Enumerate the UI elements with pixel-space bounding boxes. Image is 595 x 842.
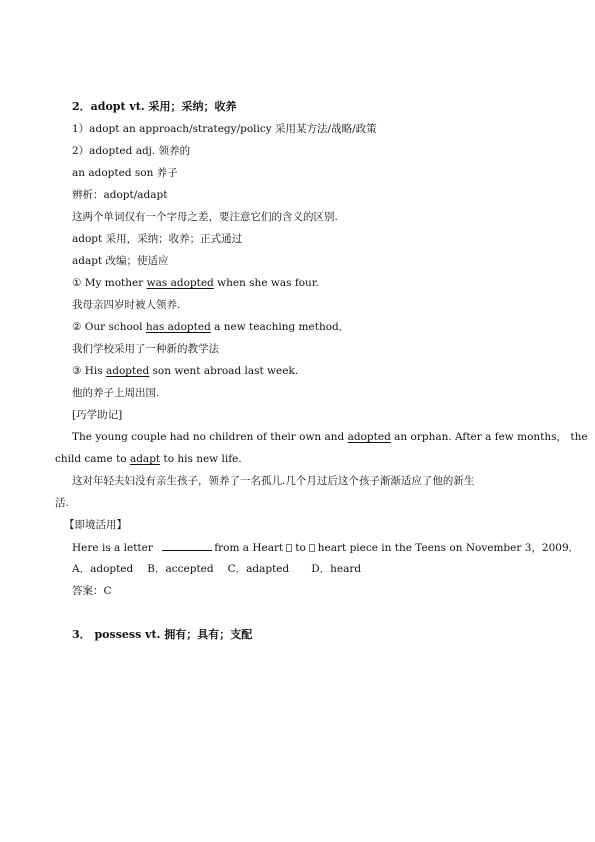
memo-translation-line-2: 活. [55, 497, 69, 509]
adapt-meaning: adapt 改编；使适应 [72, 255, 169, 267]
answer-options [72, 562, 555, 576]
example-1 [72, 276, 555, 290]
memo-paragraph-line-2 [55, 452, 555, 466]
distinction-title: 辨析：adopt/adapt [72, 189, 168, 201]
example-3-post: son went abroad last week. [149, 365, 299, 377]
example-3-pre: ③ His [72, 365, 106, 377]
example-1-underlined: was adopted [146, 277, 214, 289]
example-3-underlined: adopted [106, 365, 150, 377]
question-pre: Here is a letter [72, 542, 157, 554]
answer-blank [162, 540, 212, 551]
memo-underlined-adopted: adopted [347, 431, 391, 443]
example-2 [72, 320, 555, 334]
distinction-note: 这两个单词仅有一个字母之差，要注意它们的含义的区别. [72, 211, 338, 223]
question-mid-1: from a Heart [214, 542, 284, 554]
memo-title: [巧学助记] [72, 409, 123, 421]
missing-glyph-icon [309, 544, 315, 552]
usage-line-2: 2）adopted adj. 领养的 [72, 145, 191, 157]
option-b: B．accepted [147, 563, 214, 575]
missing-glyph-icon [286, 544, 292, 552]
question-post: heart piece in the Teens on November 3，2009． [317, 542, 580, 554]
example-1-translation: 我母亲四岁时被人领养. [72, 299, 181, 311]
example-1-pre: ① My mother [72, 277, 147, 289]
example-2-underlined: has adopted [145, 321, 211, 333]
practice-question [72, 540, 580, 555]
option-c: C．adapted [227, 563, 290, 575]
section-2-heading: 2．adopt vt. 采用；采纳；收养 [72, 100, 237, 113]
section-3-heading: 3． possess vt. 拥有；具有；支配 [72, 628, 253, 641]
memo-text-a: The young couple had no children of their own and [72, 431, 348, 443]
memo-underlined-adapt: adapt [129, 453, 161, 465]
memo-text-d: to his new life. [160, 453, 242, 465]
option-a: A．adopted [72, 563, 134, 575]
example-3 [72, 364, 555, 378]
memo-translation-line-1: 这对年轻夫妇没有亲生孩子，领养了一名孤儿.几个月过后这个孩子渐渐适应了他的新生 [72, 475, 475, 487]
example-3-translation: 他的养子上周出国. [72, 387, 160, 399]
example-2-post: a new teaching method． [210, 321, 350, 333]
question-mid-2: to [295, 542, 306, 554]
memo-text-c: child came to [55, 453, 130, 465]
memo-paragraph-line-1 [72, 430, 588, 444]
practice-title: 【即境活用】 [64, 519, 127, 531]
option-d: D．heard [311, 563, 362, 575]
example-2-pre: ② Our school [72, 321, 146, 333]
usage-line-3: an adopted son 养子 [72, 167, 178, 179]
example-2-translation: 我们学校采用了一种新的教学法 [72, 343, 219, 355]
usage-line-1: 1）adopt an approach/strategy/policy 采用某方法/战略/政策 [72, 123, 377, 135]
adopt-meaning: adopt 采用，采纳；收养；正式通过 [72, 233, 243, 245]
memo-text-b: an orphan. After a few months， the [390, 431, 588, 443]
example-1-post: when she was four. [213, 277, 320, 289]
answer-key: 答案：C [72, 585, 112, 597]
